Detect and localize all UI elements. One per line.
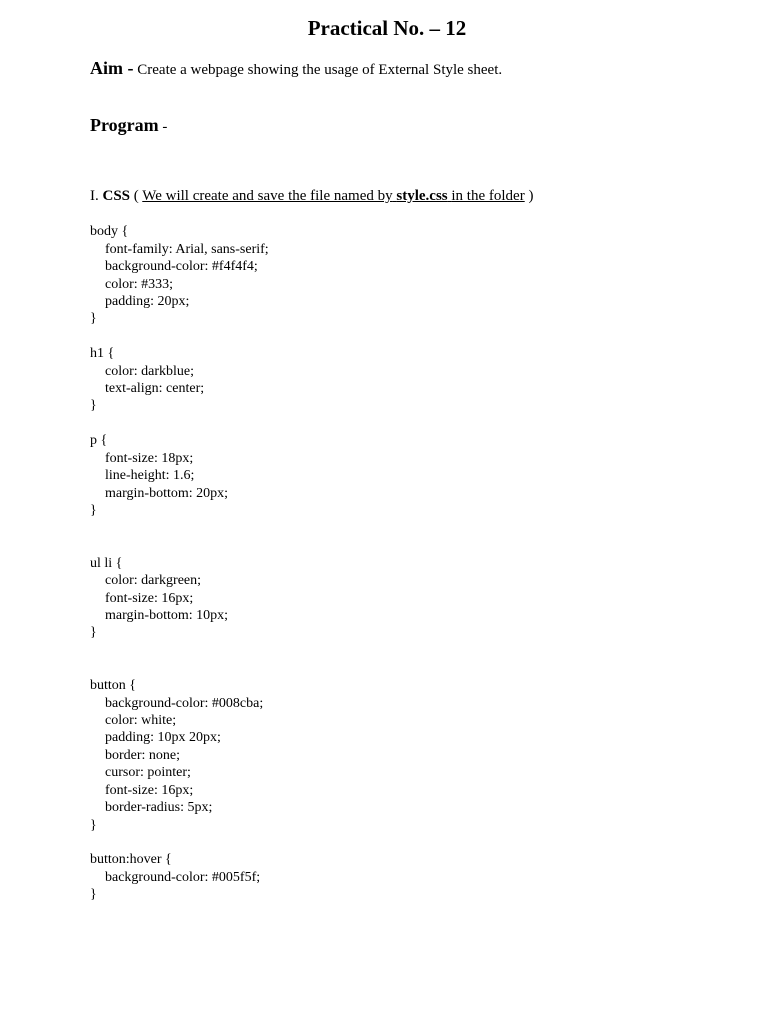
code-line: font-size: 16px; [105, 591, 194, 606]
code-line: margin-bottom: 10px; [105, 608, 229, 623]
program-heading [90, 113, 167, 139]
code-line: button { [90, 678, 136, 693]
code-line: button:hover { [90, 852, 172, 867]
code-line: padding: 10px 20px; [105, 730, 221, 745]
section-name: CSS [102, 188, 131, 204]
code-line: cursor: pointer; [105, 765, 191, 780]
code-line: border-radius: 5px; [105, 800, 213, 815]
code-line: color: darkgreen; [105, 573, 202, 588]
code-line: text-align: center; [105, 381, 205, 396]
code-line: } [90, 503, 97, 518]
code-line: body { [90, 224, 129, 239]
code-line: margin-bottom: 20px; [105, 486, 229, 501]
code-line: border: none; [105, 748, 181, 763]
page-title: Practical No. – 12 [307, 16, 467, 40]
code-line: } [90, 818, 97, 833]
aim-line [90, 56, 502, 82]
section-close-paren: ) [528, 188, 534, 204]
code-line: ul li { [90, 556, 123, 571]
section-open-paren: ( [133, 188, 139, 204]
program-suffix: - [158, 119, 168, 135]
css-section-heading [90, 186, 533, 206]
section-filename: style.css [396, 188, 448, 204]
code-line: background-color: #f4f4f4; [105, 259, 258, 274]
section-note-before: We will create and save the file named by [142, 188, 393, 204]
code-line: color: white; [105, 713, 177, 728]
code-line: color: #333; [105, 277, 174, 292]
section-number: I. [90, 188, 99, 204]
code-line: font-size: 18px; [105, 451, 194, 466]
code-line: p { [90, 433, 108, 448]
code-line: padding: 20px; [105, 294, 190, 309]
code-line: font-family: Arial, sans-serif; [105, 242, 269, 257]
code-line: background-color: #005f5f; [105, 870, 261, 885]
aim-label: Aim - [90, 58, 134, 78]
section-note-after: in the folder [451, 188, 525, 204]
code-line: line-height: 1.6; [105, 468, 195, 483]
aim-text: Create a webpage showing the usage of External Style sheet. [137, 62, 503, 78]
code-line: } [90, 398, 97, 413]
code-line: background-color: #008cba; [105, 696, 264, 711]
code-line: font-size: 16px; [105, 783, 194, 798]
code-line: } [90, 311, 97, 326]
code-line: color: darkblue; [105, 364, 195, 379]
code-line: } [90, 625, 97, 640]
code-line: h1 { [90, 346, 115, 361]
section-note [142, 188, 524, 204]
program-label: Program [90, 115, 159, 135]
code-line: } [90, 887, 97, 902]
